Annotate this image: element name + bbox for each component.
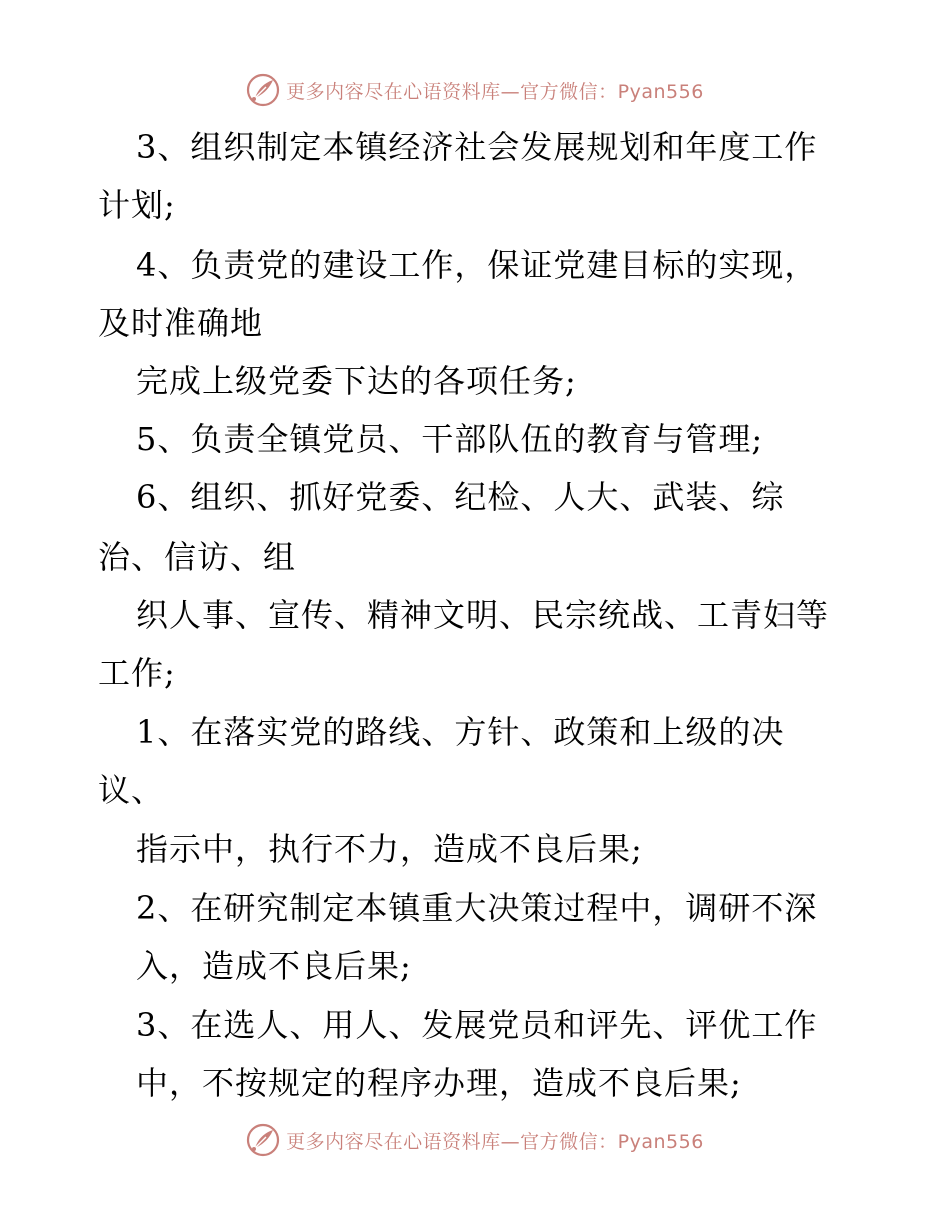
text-line: 织人事、宣传、精神文明、民宗统战、工青妇等 [136, 596, 830, 634]
footer-watermark [0, 1120, 950, 1160]
text-line: 3、在选人、用人、发展党员和评先、评优工作 [136, 1006, 818, 1044]
text-line: 3、组织制定本镇经济社会发展规划和年度工作 [136, 128, 818, 166]
text-line: 完成上级党委下达的各项任务; [136, 362, 577, 400]
text-line: 5、负责全镇党员、干部队伍的教育与管理; [136, 420, 764, 458]
feather-pen-logo-icon [246, 1123, 280, 1157]
text-line: 指示中，执行不力，造成不良后果; [136, 830, 643, 868]
text-line: 工作; [98, 654, 176, 692]
text-line: 入，造成不良后果; [136, 947, 412, 985]
text-line: 计划; [98, 186, 176, 224]
feather-pen-logo-icon [246, 73, 280, 107]
text-line: 1、在落实党的路线、方针、政策和上级的决 [136, 713, 785, 751]
text-line: 中，不按规定的程序办理，造成不良后果; [136, 1064, 742, 1102]
text-line: 及时准确地 [98, 304, 264, 342]
watermark-text: 更多内容尽在心语资料库—官方微信：Pyan556 [286, 1130, 704, 1153]
text-line: 2、在研究制定本镇重大决策过程中，调研不深 [136, 889, 818, 927]
text-line: 6、组织、抓好党委、纪检、人大、武装、综 [136, 478, 785, 516]
text-line: 治、信访、组 [98, 538, 297, 576]
watermark-text: 更多内容尽在心语资料库—官方微信：Pyan556 [286, 80, 704, 103]
text-line: 议、 [98, 771, 165, 809]
text-line: 4、负责党的建设工作，保证党建目标的实现， [136, 246, 818, 284]
header-watermark [0, 70, 950, 110]
